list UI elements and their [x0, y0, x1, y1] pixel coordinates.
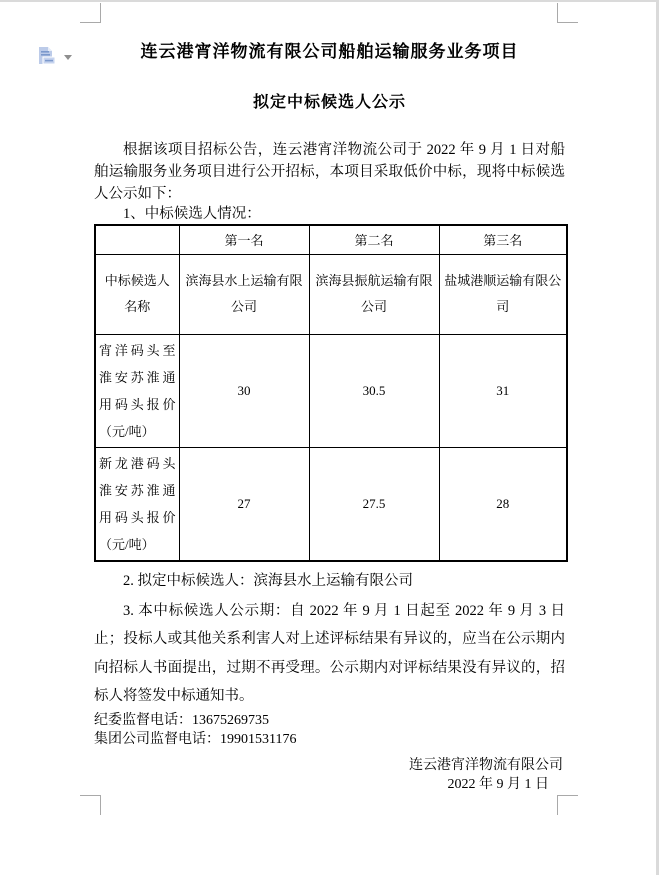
table-cell: 盐城港顺运输有限公司 — [439, 254, 567, 334]
page — [0, 2, 656, 875]
crop-mark-bottom-left — [80, 795, 101, 815]
table-cell: 滨海县水上运输有限公司 — [179, 254, 309, 334]
table-cell: 27.5 — [309, 447, 439, 561]
paste-options-icon[interactable] — [36, 45, 58, 67]
table-row-label: 新龙港码头淮安苏淮通用码头报价（元/吨） — [95, 447, 179, 561]
group-phone-line: 集团公司监督电话：19901531176 — [94, 732, 297, 747]
table-header-row — [95, 225, 567, 254]
table-header-cell — [95, 225, 179, 254]
table-header-cell: 第一名 — [179, 225, 309, 254]
table-cell: 30.5 — [309, 334, 439, 447]
table-row-label: 宵洋码头至淮安苏淮通用码头报价（元/吨） — [95, 334, 179, 447]
table-cell: 31 — [439, 334, 567, 447]
table-cell: 27 — [179, 447, 309, 561]
table-row — [95, 254, 567, 334]
table-cell: 滨海县振航运输有限公司 — [309, 254, 439, 334]
document-subtitle: 拟定中标候选人公示 — [252, 94, 406, 111]
list-item-2: 2. 拟定中标候选人：滨海县水上运输有限公司 — [123, 572, 413, 589]
discipline-phone-line: 纪委监督电话：13675269735 — [94, 712, 269, 728]
table-header-cell: 第三名 — [439, 225, 567, 254]
intro-paragraph: 根据该项目招标公告，连云港宵洋物流公司于 2022 年 9 月 1 日对船舶运输服务业务项目进行公开招标，本项目采取低价中标，现将中标候选人公示如下： — [94, 142, 565, 202]
chevron-down-icon[interactable] — [64, 55, 72, 60]
table-header-cell: 第二名 — [309, 225, 439, 254]
signature-company: 连云港宵洋物流有限公司 — [409, 757, 563, 773]
document-title: 连云港宵洋物流有限公司船舶运输服务业务项目 — [140, 42, 519, 61]
notice-paragraph: 3. 本中标候选人公示期：自 2022 年 9 月 1 日起至 2022 年 9 月 3 日止；投标人或其他关系利害人对上述评标结果有异议的，应当在公示期内向招标人书面提出，过期不再受理。公示期内对评标结果没有异议的，招标人将签发中标通知书。 — [94, 602, 565, 704]
paste-options-button[interactable] — [36, 43, 80, 69]
crop-mark-bottom-right — [557, 795, 578, 815]
document-content — [94, 2, 565, 795]
table-cell: 30 — [179, 334, 309, 447]
table-row — [95, 447, 567, 561]
table-cell: 28 — [439, 447, 567, 561]
candidates-table — [94, 224, 568, 562]
signature-date: 2022 年 9 月 1 日 — [447, 777, 549, 792]
list-item-1: 1、中标候选人情况： — [123, 206, 261, 222]
table-row-label: 中标候选人名称 — [95, 254, 179, 334]
table-row — [95, 334, 567, 447]
